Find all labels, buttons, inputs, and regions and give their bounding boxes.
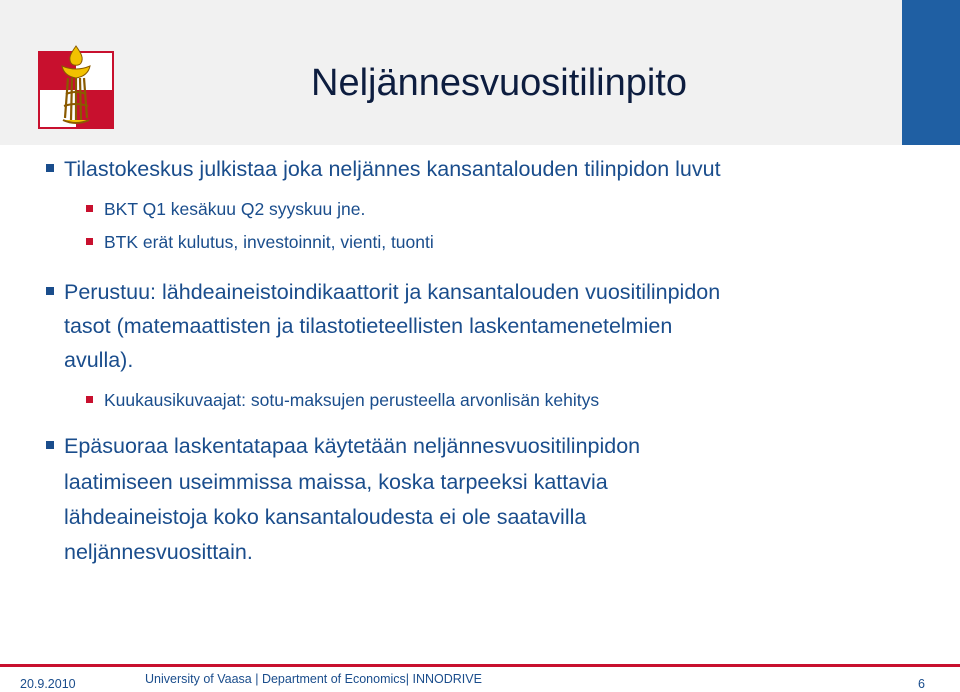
bullet-text-line: avulla).: [64, 348, 134, 372]
footer-divider: [0, 664, 960, 667]
footer-date: 20.9.2010: [20, 677, 76, 691]
slide-title: Neljännesvuositilinpito: [311, 62, 687, 104]
bullet-text-line: tasot (matemaattisten ja tilastotieteellisten laskentamenetelmien: [64, 314, 673, 338]
bullet-square-icon: [46, 164, 54, 172]
bullet-square-icon: [46, 287, 54, 295]
sub-bullet-square-icon: [86, 238, 93, 245]
bullet-text-line: neljännesvuosittain.: [64, 540, 253, 564]
bullet-text: Tilastokeskus julkistaa joka neljännes kansantalouden tilinpidon luvut: [64, 157, 721, 181]
sub-bullet-text: BTK erät kulutus, investoinnit, vienti, tuonti: [104, 232, 434, 252]
sub-bullet-square-icon: [86, 396, 93, 403]
page-number: 6: [918, 677, 925, 691]
university-logo-icon: [38, 44, 114, 130]
bullet-text-line: Epäsuoraa laskentatapaa käytetään neljännesvuositilinpidon: [64, 434, 641, 458]
bullet-text-line: lähdeaineistoja koko kansantaloudesta ei ole saatavilla: [64, 505, 587, 529]
footer-institution: University of Vaasa | Department of Economics| INNODRIVE: [145, 672, 482, 686]
header-accent-bar: [902, 0, 960, 145]
slide-footer: [0, 664, 960, 692]
bullet-square-icon: [46, 441, 54, 449]
bullet-text-line: Perustuu: lähdeaineistoindikaattorit ja kansantalouden vuositilinpidon: [64, 280, 721, 304]
sub-bullet-text: Kuukausikuvaajat: sotu-maksujen perusteella arvonlisän kehitys: [104, 390, 600, 410]
slide-header: [0, 0, 960, 145]
bullet-text-line: laatimiseen useimmissa maissa, koska tarpeeksi kattavia: [64, 470, 608, 494]
sub-bullet-text: BKT Q1 kesäkuu Q2 syyskuu jne.: [104, 199, 366, 219]
sub-bullet-square-icon: [86, 205, 93, 212]
